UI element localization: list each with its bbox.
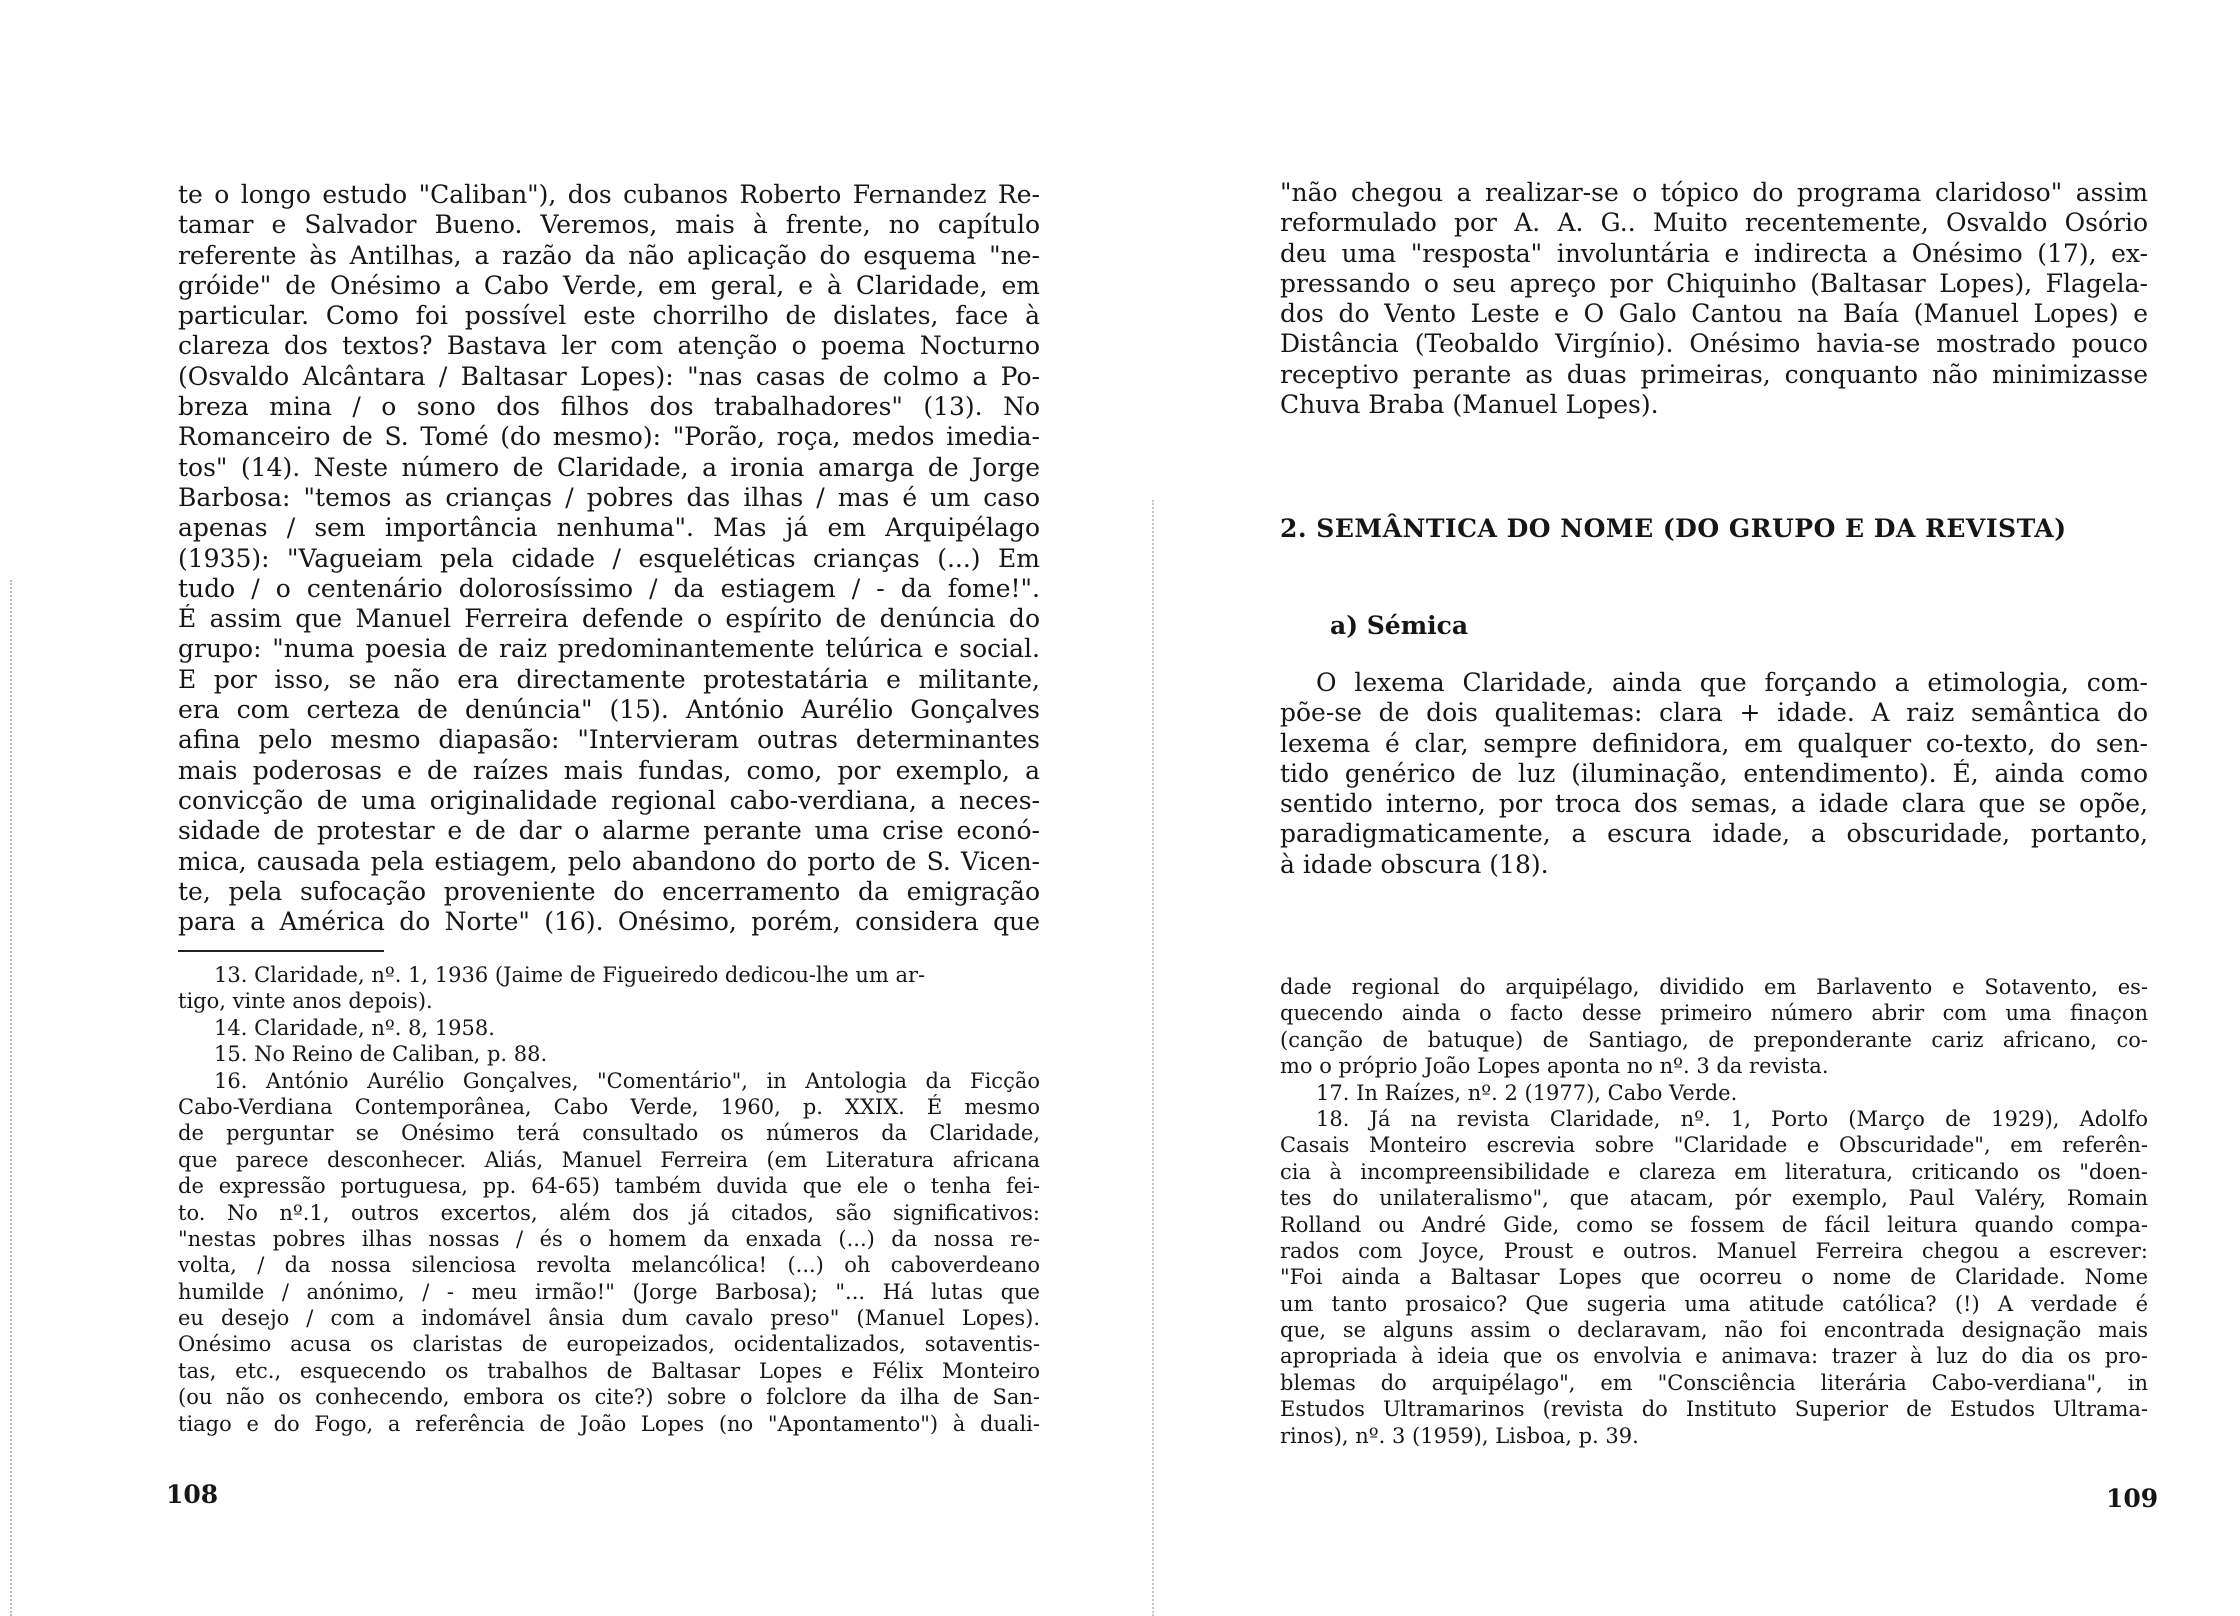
- footnote-line: "Foi ainda a Baltasar Lopes que ocorreu o nome de Claridade. Nome: [1280, 1265, 2148, 1290]
- body-line: Chuva Braba (Manuel Lopes).: [1280, 390, 1659, 420]
- footnote-line: 14. Claridade, nº. 8, 1958.: [214, 1015, 495, 1040]
- footnote-line: 13. Claridade, nº. 1, 1936 (Jaime de Figueiredo dedicou-lhe um ar-: [214, 963, 926, 987]
- body-line: tamar e Salvador Bueno. Veremos, mais à frente, no capítulo: [178, 210, 1040, 240]
- body-line: E por isso, se não era directamente protestatária e militante,: [178, 664, 1040, 694]
- body-line: sentido interno, por troca dos semas, a idade clara que se opõe,: [1280, 789, 2148, 819]
- body-line: sidade de protestar e de dar o alarme perante uma crise econó-: [178, 816, 1040, 846]
- footnote-line: tiago e do Fogo, a referência de João Lopes (no "Apontamento") à duali-: [178, 1411, 1040, 1436]
- body-line: O lexema Claridade, ainda que forçando a etimologia, com-: [1316, 668, 2148, 697]
- footnote-line: volta, / da nossa silenciosa revolta melancólica! (...) oh caboverdeano: [178, 1253, 1040, 1278]
- body-line: te o longo estudo "Caliban"), dos cubanos Roberto Fernandez Re-: [178, 180, 1040, 209]
- binding-edge: [10, 580, 12, 1616]
- footnote-line: um tanto prosaico? Que sugeria uma atitude católica? (!) A verdade é: [1280, 1291, 2148, 1316]
- footnote-line: 15. No Reino de Caliban, p. 88.: [214, 1042, 548, 1067]
- footnote-line: Casais Monteiro escrevia sobre "Claridade e Obscuridade", em referên-: [1280, 1133, 2148, 1158]
- footnote-line: Estudos Ultramarinos (revista do Instituto Superior de Estudos Ultrama-: [1280, 1397, 2148, 1422]
- body-line: receptivo perante as duas primeiras, conquanto não minimizasse: [1280, 359, 2148, 389]
- footnote-line: (canção de batuque) de Santiago, de preponderante cariz africano, co-: [1280, 1027, 2148, 1052]
- semica-paragraph: [1280, 668, 2148, 880]
- body-line: à idade obscura (18).: [1280, 849, 1549, 879]
- body-line: reformulado por A. A. G.. Muito recentemente, Osvaldo Osório: [1280, 208, 2148, 238]
- body-line: tido genérico de luz (iluminação, entendimento). É, ainda como: [1280, 758, 2148, 788]
- footnote-line: 17. In Raízes, nº. 2 (1977), Cabo Verde.: [1316, 1080, 1738, 1105]
- body-line: É assim que Manuel Ferreira defende o espírito de denúncia do: [178, 604, 1040, 634]
- footnote-line: apropriada à ideia que os envolvia e animava: trazer à luz do dia os pro-: [1280, 1344, 2148, 1369]
- footnote-line: "nestas pobres ilhas nossas / és o homem da enxada (...) da nossa re-: [178, 1226, 1040, 1251]
- body-line: mais poderosas e de raízes mais fundas, como, por exemplo, a: [178, 755, 1040, 785]
- footnote-line: eu desejo / com a indomável ânsia dum cavalo preso" (Manuel Lopes).: [178, 1306, 1040, 1331]
- body-line: mica, causada pela estiagem, pelo abandono do porto de S. Vicen-: [178, 846, 1040, 876]
- footnote-line: quecendo ainda o facto desse primeiro número abrir com uma finaçon: [1280, 1001, 2148, 1026]
- body-line: gróide" de Onésimo a Cabo Verde, em geral, e à Claridade, em: [178, 270, 1040, 300]
- footnote-line: blemas do arquipélago", em "Consciência literária Cabo-verdiana", in: [1280, 1370, 2148, 1395]
- body-line: tudo / o centenário dolorosíssimo / da estiagem / - da fome!".: [178, 573, 1040, 603]
- left-body-text: [178, 180, 1040, 937]
- body-line: te, pela sufocação proveniente do encerramento da emigração: [178, 876, 1040, 906]
- body-line: particular. Como foi possível este chorrilho de dislates, face à: [178, 301, 1040, 331]
- body-line: (1935): "Vagueiam pela cidade / esqueléticas crianças (...) Em: [178, 543, 1040, 573]
- body-line: põe-se de dois qualitemas: clara + idade. A raiz semântica do: [1280, 698, 2148, 728]
- footnote-line: tigo, vinte anos depois).: [178, 989, 433, 1014]
- body-line: convicção de uma originalidade regional cabo-verdiana, a neces-: [178, 785, 1040, 815]
- footnote-line: 18. Já na revista Claridade, nº. 1, Porto (Março de 1929), Adolfo: [1316, 1106, 2148, 1131]
- right-body-text: [1280, 178, 2148, 420]
- footnote-line: de perguntar se Onésimo terá consultado os números da Claridade,: [178, 1121, 1040, 1146]
- footnote-line: to. No nº.1, outros excertos, além dos já citados, são significativos:: [178, 1200, 1040, 1225]
- body-line: tos" (14). Neste número de Claridade, a ironia amarga de Jorge: [178, 452, 1040, 482]
- body-line: para a América do Norte" (16). Onésimo, porém, considera que: [178, 907, 1040, 937]
- page-number: 108: [166, 1480, 219, 1509]
- footnote-line: (ou não os conhecendo, embora os cite?) sobre o folclore da ilha de San-: [178, 1385, 1040, 1410]
- body-line: dos do Vento Leste e O Galo Cantou na Baía (Manuel Lopes) e: [1280, 299, 2148, 329]
- footnote-line: que, se alguns assim o declaravam, não foi encontrada designação mais: [1280, 1318, 2148, 1343]
- body-line: paradigmaticamente, a escura idade, a obscuridade, portanto,: [1280, 819, 2148, 849]
- footnote-line: tes do unilateralismo", que atacam, pór exemplo, Paul Valéry, Romain: [1280, 1186, 2148, 1211]
- footnote-line: dade regional do arquipélago, dividido em Barlavento e Sotavento, es-: [1280, 975, 2148, 999]
- footnote-line: que parece desconhecer. Aliás, Manuel Ferreira (em Literatura africana: [178, 1147, 1040, 1172]
- left-footnotes: [178, 962, 1040, 1437]
- body-line: Distância (Teobaldo Virgínio). Onésimo havia-se mostrado pouco: [1280, 329, 2148, 359]
- footnote-line: tas, etc., esquecendo os trabalhos de Baltasar Lopes e Félix Monteiro: [178, 1358, 1040, 1383]
- body-line: lexema é clar, sempre definidora, em qualquer co-texto, do sen-: [1280, 728, 2148, 758]
- page-number: 109: [2106, 1484, 2159, 1513]
- right-footnotes: [1280, 974, 2148, 1449]
- body-line: (Osvaldo Alcântara / Baltasar Lopes): "nas casas de colmo a Po-: [178, 361, 1040, 391]
- footnote-line: rinos), nº. 3 (1959), Lisboa, p. 39.: [1280, 1423, 1639, 1448]
- body-line: pressando o seu apreço por Chiquinho (Baltasar Lopes), Flagela-: [1280, 268, 2148, 298]
- body-line: clareza dos textos? Bastava ler com atenção o poema Nocturno: [178, 331, 1040, 361]
- body-line: deu uma "resposta" involuntária e indirecta a Onésimo (17), ex-: [1280, 238, 2148, 268]
- footnote-line: humilde / anónimo, / - meu irmão!" (Jorge Barbosa); "... Há lutas que: [178, 1279, 1040, 1304]
- footnote-separator: [178, 950, 384, 952]
- body-line: referente às Antilhas, a razão da não aplicação do esquema "ne-: [178, 240, 1040, 270]
- footnote-line: rados com Joyce, Proust e outros. Manuel Ferreira chegou a escrever:: [1280, 1238, 2148, 1263]
- section-heading: 2. SEMÂNTICA DO NOME (DO GRUPO E DA REVISTA): [1280, 514, 2067, 543]
- body-line: "não chegou a realizar-se o tópico do programa claridoso" assim: [1280, 178, 2148, 207]
- footnote-line: Onésimo acusa os claristas de europeizados, ocidentalizados, sotaventis-: [178, 1332, 1040, 1357]
- footnote-line: de expressão portuguesa, pp. 64-65) também duvida que ele o tenha fei-: [178, 1174, 1040, 1199]
- body-line: apenas / sem importância nenhuma". Mas já em Arquipélago: [178, 513, 1040, 543]
- subsection-heading: a) Sémica: [1330, 611, 1469, 640]
- footnote-line: Cabo-Verdiana Contemporânea, Cabo Verde, 1960, p. XXIX. É mesmo: [178, 1094, 1040, 1119]
- footnote-line: 16. António Aurélio Gonçalves, "Comentário", in Antologia da Ficção: [214, 1068, 1040, 1093]
- footnote-line: mo o próprio João Lopes aponta no nº. 3 da revista.: [1280, 1054, 1829, 1079]
- body-line: afina pelo mesmo diapasão: "Intervieram outras determinantes: [178, 725, 1040, 755]
- body-line: era com certeza de denúncia" (15). António Aurélio Gonçalves: [178, 695, 1040, 725]
- body-line: breza mina / o sono dos filhos dos trabalhadores" (13). No: [178, 392, 1040, 422]
- body-line: grupo: "numa poesia de raiz predominantemente telúrica e social.: [178, 634, 1040, 664]
- footnote-line: cia à incompreensibilidade e clareza em literatura, criticando os "doen-: [1280, 1159, 2148, 1184]
- body-line: Romanceiro de S. Tomé (do mesmo): "Porão, roça, medos imedia-: [178, 422, 1040, 452]
- footnote-line: Rolland ou André Gide, como se fossem de fácil leitura quando compa-: [1280, 1212, 2148, 1237]
- body-line: Barbosa: "temos as crianças / pobres das ilhas / mas é um caso: [178, 482, 1040, 512]
